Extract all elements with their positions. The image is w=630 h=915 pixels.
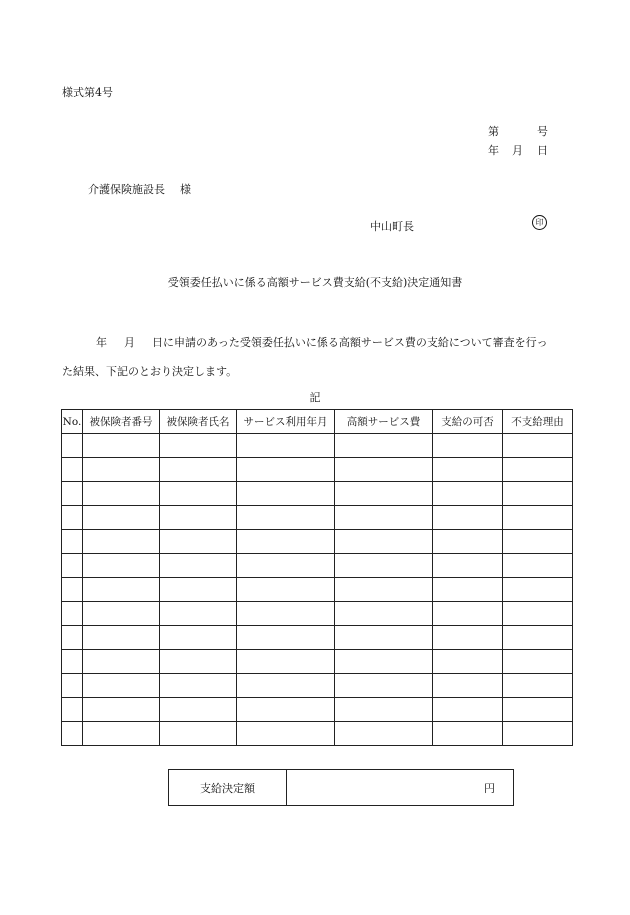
table-cell (160, 530, 237, 554)
table-row (62, 722, 573, 746)
addressee-honorific: 様 (180, 183, 191, 196)
table-cell (160, 506, 237, 530)
amount-unit: 円 (484, 781, 495, 795)
table-cell (160, 722, 237, 746)
table-cell (433, 530, 503, 554)
table-cell (503, 602, 573, 626)
table-row (62, 482, 573, 506)
table-cell (503, 482, 573, 506)
table-cell (503, 674, 573, 698)
table-cell (160, 650, 237, 674)
table-cell (62, 434, 83, 458)
table-row (62, 578, 573, 602)
table-cell (335, 626, 433, 650)
table-cell (503, 530, 573, 554)
table-cell (433, 458, 503, 482)
table-cell (503, 626, 573, 650)
document-number-suffix: 号 (537, 125, 548, 138)
table-header-row (62, 410, 573, 434)
records-body (62, 434, 573, 746)
table-row (62, 554, 573, 578)
table-cell (503, 554, 573, 578)
table-cell (83, 650, 160, 674)
table-cell (62, 674, 83, 698)
table-cell (83, 554, 160, 578)
date-month-label: 月 (512, 144, 523, 157)
table-cell (83, 506, 160, 530)
body-text-rest: 日に申請のあった受領委任払いに係る高額サービス費の支給について審査を行っ (152, 336, 548, 349)
table-cell (237, 602, 335, 626)
table-cell (433, 650, 503, 674)
table-cell (237, 674, 335, 698)
table-cell (433, 434, 503, 458)
amount-value (287, 770, 514, 806)
table-cell (335, 722, 433, 746)
table-cell (335, 506, 433, 530)
table-cell (160, 554, 237, 578)
table-cell (83, 674, 160, 698)
table-cell (62, 506, 83, 530)
table-cell (62, 650, 83, 674)
table-cell (503, 506, 573, 530)
table-cell (83, 482, 160, 506)
table-cell (62, 626, 83, 650)
table-cell (62, 578, 83, 602)
header-no: No. (62, 410, 83, 434)
table-cell (335, 650, 433, 674)
table-cell (83, 722, 160, 746)
table-cell (62, 458, 83, 482)
header-insured-name: 被保険者氏名 (160, 410, 237, 434)
table-cell (237, 482, 335, 506)
table-cell (237, 506, 335, 530)
table-row (62, 650, 573, 674)
table-cell (503, 458, 573, 482)
table-row (62, 626, 573, 650)
table-cell (83, 434, 160, 458)
table-cell (433, 626, 503, 650)
table-row (62, 602, 573, 626)
table-row (62, 434, 573, 458)
header-approval: 支給の可否 (433, 410, 503, 434)
body-month-label: 月 (124, 336, 135, 349)
table-cell (160, 458, 237, 482)
table-row (62, 530, 573, 554)
table-cell (335, 674, 433, 698)
table-cell (335, 482, 433, 506)
table-cell (433, 482, 503, 506)
header-insured-number: 被保険者番号 (83, 410, 160, 434)
table-cell (503, 650, 573, 674)
addressee-name: 介護保険施設長 (88, 183, 165, 196)
date-day-label: 日 (537, 144, 548, 157)
amount-box (168, 769, 514, 806)
table-cell (503, 722, 573, 746)
table-cell (335, 602, 433, 626)
table-cell (433, 554, 503, 578)
table-cell (83, 530, 160, 554)
table-cell (83, 458, 160, 482)
body-year-label: 年 (96, 336, 107, 349)
table-cell (83, 698, 160, 722)
table-row (62, 698, 573, 722)
ki-heading: 記 (309, 391, 321, 404)
table-cell (160, 434, 237, 458)
table-cell (62, 722, 83, 746)
table-cell (433, 674, 503, 698)
table-cell (62, 602, 83, 626)
table-cell (160, 578, 237, 602)
table-cell (433, 602, 503, 626)
records-table (61, 409, 573, 746)
table-cell (62, 698, 83, 722)
table-cell (433, 698, 503, 722)
table-cell (83, 602, 160, 626)
table-cell (433, 722, 503, 746)
body-text-line-2: た結果、下記のとおり決定します。 (62, 365, 238, 378)
issuer-name: 中山町長 (370, 220, 414, 233)
table-cell (237, 554, 335, 578)
table-cell (335, 578, 433, 602)
table-cell (237, 458, 335, 482)
document-number-prefix: 第 (488, 125, 499, 138)
table-cell (237, 698, 335, 722)
table-cell (335, 434, 433, 458)
table-cell (237, 578, 335, 602)
table-cell (335, 458, 433, 482)
table-cell (433, 578, 503, 602)
header-high-cost-fee: 高額サービス費 (335, 410, 433, 434)
table-cell (62, 530, 83, 554)
form-number: 様式第4号 (62, 86, 113, 99)
table-cell (335, 530, 433, 554)
table-cell (62, 482, 83, 506)
amount-label: 支給決定額 (169, 770, 287, 806)
table-cell (237, 626, 335, 650)
table-cell (433, 506, 503, 530)
table-cell (237, 722, 335, 746)
header-service-month: サービス利用年月 (237, 410, 335, 434)
table-cell (160, 698, 237, 722)
table-cell (335, 698, 433, 722)
document-title: 受領委任払いに係る高額サービス費支給(不支給)決定通知書 (167, 276, 463, 289)
table-cell (83, 626, 160, 650)
table-row (62, 458, 573, 482)
table-cell (160, 602, 237, 626)
table-cell (237, 530, 335, 554)
table-cell (237, 434, 335, 458)
table-cell (503, 578, 573, 602)
table-cell (83, 578, 160, 602)
table-cell (160, 626, 237, 650)
body-text-line-1 (62, 334, 572, 350)
table-cell (237, 650, 335, 674)
date-year-label: 年 (488, 144, 499, 157)
table-cell (160, 482, 237, 506)
table-cell (160, 674, 237, 698)
table-cell (503, 698, 573, 722)
header-denial-reason: 不支給理由 (503, 410, 573, 434)
table-cell (503, 434, 573, 458)
seal-mark: 印 (532, 215, 547, 230)
table-cell (335, 554, 433, 578)
table-row (62, 674, 573, 698)
table-cell (62, 554, 83, 578)
table-row (62, 506, 573, 530)
